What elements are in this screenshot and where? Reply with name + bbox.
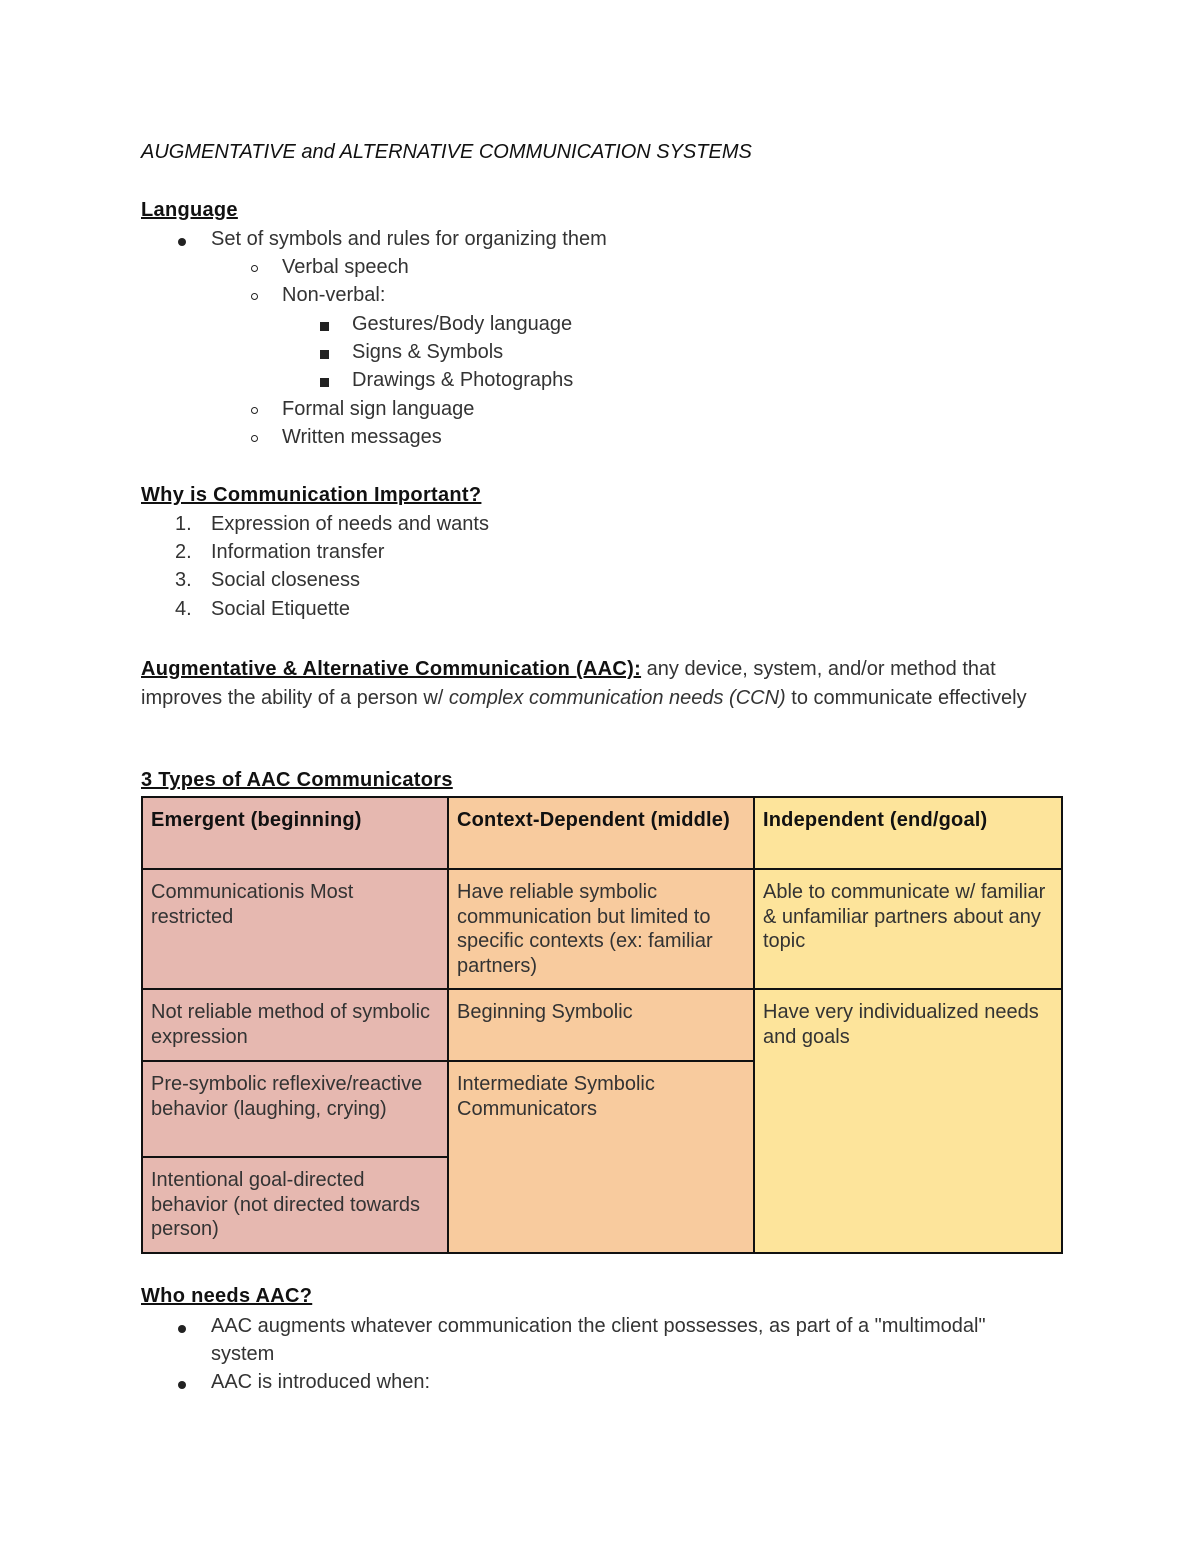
aac-definition-text: any device, system, and/or method that improves the ability of a person w/	[141, 658, 996, 709]
table-cell: Not reliable method of symbolic expression	[142, 989, 448, 1061]
list-number: 4.	[175, 598, 192, 620]
why-item: Expression of needs and wants	[211, 513, 489, 535]
table-cell: Beginning Symbolic	[448, 989, 754, 1061]
list-number: 1.	[175, 513, 192, 535]
language-sub-formal: Formal sign language	[282, 398, 475, 420]
table-cell: Able to communicate w/ familiar & unfamiliar partners about any topic	[754, 869, 1062, 989]
language-heading: Language	[141, 199, 238, 221]
table-cell: Have reliable symbolic communication but limited to specific contexts (ex: familiar partners)	[448, 869, 754, 989]
header-context-dependent: Context-Dependent (middle)	[448, 797, 754, 869]
bullet-circle-icon	[251, 293, 258, 300]
who-item: AAC augments whatever communication the client possesses, as part of a "multimodal"	[211, 1315, 986, 1337]
why-item: Information transfer	[211, 541, 385, 563]
header-independent: Independent (end/goal)	[754, 797, 1062, 869]
table-cell: Pre-symbolic reflexive/reactive behavior (laughing, crying)	[142, 1061, 448, 1157]
table-cell: Have very individualized needs and goals	[754, 989, 1062, 1253]
aac-definition	[141, 655, 1061, 712]
bullet-disc-icon	[178, 238, 186, 246]
aac-definition-text-end: to communicate effectively	[785, 686, 1027, 709]
list-number: 2.	[175, 541, 192, 563]
bullet-square-icon	[320, 378, 329, 387]
nonverbal-item: Signs & Symbols	[352, 341, 504, 363]
aac-definition-label: Augmentative & Alternative Communication (AAC):	[141, 658, 642, 680]
bullet-disc-icon	[178, 1325, 186, 1333]
bullet-circle-icon	[251, 407, 258, 414]
language-sub-written: Written messages	[282, 426, 442, 448]
why-heading: Why is Communication Important?	[141, 484, 482, 506]
who-item: AAC is introduced when:	[211, 1371, 431, 1393]
language-sub-verbal: Verbal speech	[282, 256, 409, 278]
list-number: 3.	[175, 569, 192, 591]
aac-definition-italic: complex communication needs (CCN)	[448, 686, 786, 709]
bullet-circle-icon	[251, 265, 258, 272]
bullet-square-icon	[320, 350, 329, 359]
bullet-circle-icon	[251, 435, 258, 442]
language-sub-nonverbal: Non-verbal:	[282, 284, 386, 306]
why-item: Social Etiquette	[211, 598, 350, 620]
why-item: Social closeness	[211, 569, 360, 591]
header-emergent: Emergent (beginning)	[142, 797, 448, 869]
nonverbal-item: Gestures/Body language	[352, 313, 573, 335]
aac-types-table	[141, 796, 1063, 1254]
table-cell: Communicationis Most restricted	[142, 869, 448, 989]
types-heading: 3 Types of AAC Communicators	[141, 769, 453, 791]
bullet-disc-icon	[178, 1381, 186, 1389]
table-cell: Intermediate Symbolic Communicators	[448, 1061, 754, 1253]
language-item: Set of symbols and rules for organizing them	[211, 228, 607, 250]
bullet-square-icon	[320, 322, 329, 331]
who-heading: Who needs AAC?	[141, 1285, 313, 1307]
nonverbal-item: Drawings & Photographs	[352, 369, 574, 391]
document-title: AUGMENTATIVE and ALTERNATIVE COMMUNICATION SYSTEMS	[141, 141, 752, 163]
who-item-continued: system	[211, 1343, 275, 1365]
table-cell: Intentional goal-directed behavior (not directed towards person)	[142, 1157, 448, 1253]
